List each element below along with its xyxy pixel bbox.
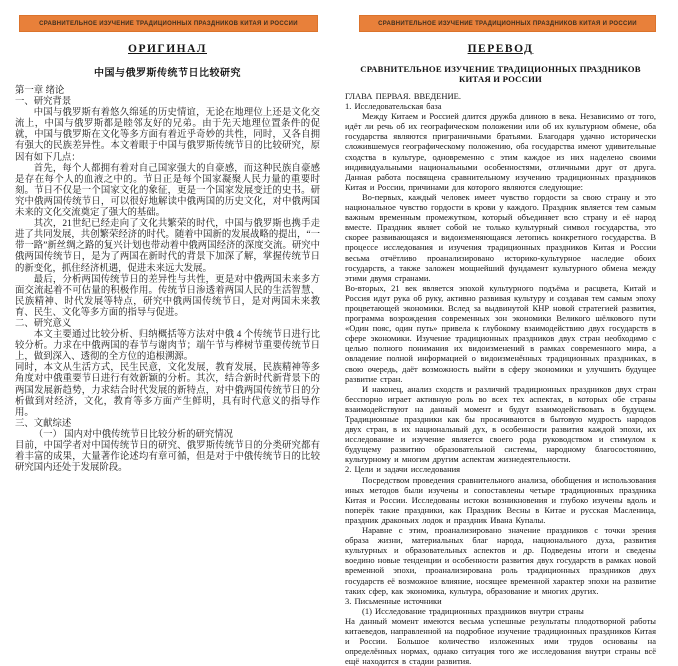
paragraph: (1) Исследование традиционных праздников внутри страны [362,605,584,616]
paragraph: 同时，本文从生活方式，民生民意，文化发展，教育发展，民族精神等多角度对中俄重要节日进行有效新颖的分析。其次，结合新时代新背景下的两国发展新趋势，力求结合时代发展的新特点，对中俄两国传统节日的分析做到对经济，文化，教育等多方面产生鲜明，具有时代意义的指导作用。 [15,363,320,418]
paragraph: И наконец, анализ сходств и различий традиционных праздников двух стран бесспорно играет активную роль во всех тех аспектах, в которых обе страны взаимодействуют на данный момент и будут взаимодействовать в будущем. Традиционные праздники как бы просачиваются в бытовую мудрость народов двух стран, в их национальный дух, в особенности развития каждой эпохи, их исследование и изучение является своего рода руководством и стимулом к будущему развитию образовательной системы, народному благосостоянию, культурному и многим другим аспектам жизнедеятельности. [345,383,656,465]
paragraph: （一） 国内对中俄传统节日比较分析的研究情况 [33,429,234,440]
original-page [15,0,320,480]
page-title: ПЕРЕВОД [467,43,534,55]
paragraph: 中国与俄罗斯有着悠久绵延的历史情谊，无论在地理位上还是文化交流上，中国与俄罗斯都是睦邻友好的兄弟。由于先天地理位置条件的促就，中国与俄罗斯在文化等多方面有着近乎奇妙的共性，同时，又各自拥有强大的民族差异性。本文着眼于中国与俄罗斯传统节日的比较研究，原因有如下几点： [15,108,320,163]
paragraph: ГЛАВА ПЕРВАЯ. ВВЕДЕНИЕ. [345,91,461,101]
paragraph: 三、文献综述 [15,418,72,429]
paragraph: На данный момент имеются весьма успешные результаты плодотворной работы китаеведов, направленной на подробное изучение традиционных праздников Китая и России. Большое количество изложенных ими трудов основаны на определённых нормах, однако ситуация того же исследования внутри страны всё ещё находится в стадии развития. [345,615,656,666]
document-subtitle: 中国与俄罗斯传统节日比较研究 [94,68,241,79]
paragraph: 二、研究意义 [15,318,72,329]
paragraph: 本文主要通过比较分析、归纳概括等方法对中俄 4 个传统节日进行比较分析。力求在中俄两国的春节与谢肉节；端午节与桦树节重要传统节日上，做到深入、透彻的全方位的追根溯源。 [15,330,320,363]
page-body [15,86,320,474]
paragraph: 第一章 绪论 [15,86,65,96]
paragraph: Посредством проведения сравнительного анализа, обобщения и использования иных методов были изучены и сопоставлены четыре традиционных праздника Китая и России. Исследованы истоки возникновения и глубоко изучены вдоль и поперёк такие праздники, как Праздник Весны в Китае и русская Масленица, праздник драконьих лодок и праздник Ивана Купалы. [345,474,656,525]
paragraph: Во-первых, каждый человек имеет чувство гордости за свою страну и это национальное чувство гордости в крови у каждого. Праздник является тем самым важным временным промежутком, который объединяет всю страну и её народ вместе. Праздник являет собой не только культурный символ государства, это скорее развивающаяся и видоизменяющаяся летопись конкретного государства. В процессе исследования и изучения традиционных праздников Китая и России весьма отчётливо проанализировано историко-культурное наследие обоих государств, а также заложен мощнейший фундамент культурного обмена между этими двумя странами. [345,191,656,283]
paragraph: Между Китаем и Россией длится дружба длиною в века. Независимо от того, идёт ли речь об их географическом положении или об их культурном обмене, оба государства являются приграничными братьями. Благодаря удачно исторически сложившемуся географическому положению, оба государства имеют удивительные сходства в культуре, одновременно с этим каждое из них наделено своими индивидуальными национальными особенностями, отличными друг от друга. Данная работа посвящена сравнительному изучению традиционных праздников Китая и России, причинами для которого являются следующие: [345,111,656,192]
paragraph: 3. Письменные источники [345,595,442,606]
paragraph: Наравне с этим, проанализировано значение праздников с точки зрения образа жизни, материальных благ народа, национального духа, развития культурных и образовательных аспектов и др. Подведены итоги и сведены воедино новые тенденции и особенности развития двух государств в рамках новой временной эпохи, проанализирована роль традиционных праздников двух государств её возможное влияние, носящее временной характер эпохи на развитие таких сфер, как экономика, культура, образование и многих других. [345,525,656,596]
paragraph: 一、研究背景 [15,97,72,108]
paragraph: 2. Цели и задачи исследования [345,464,461,475]
paragraph: 1. Исследовательская база [345,101,442,112]
paragraph: 首先，每个人都拥有着对自己国家强大的自豪感，而这种民族自豪感是存在每个人的血液之中的。节日正是每个国家凝聚人民力量的重要时刻。节日不仅是一个国家文化的象征，更是一个国家发展变迁的史书。研究中俄两国传统节日，可以很好地解读中俄两国的历史文化，对中俄两国未来的文化交流奠定了强大的基础。 [15,163,320,219]
paragraph: Во-вторых, 21 век является эпохой культурного подъёма и расцвета, Китай и Россия идут рука об руку, активно развивая культуру и создавая тем самым эпоху процветающей экономики. Вслед за выдвинутой КНР новой стратегией развития, программа возрождения современных зон экономики Великого шёлкового пути «Один пояс, один путь» привела к глубокому взаимодействию двух государств в сфере экономики. Изучение традиционных праздников двух стран необходимо с целью полного понимания их видоизменений в рамках современного мира, а овладение полной информацией о видоизменённых традиционных праздниках, в свою очередь, даёт возможность выйти в сферу экономики и улучшить будущее развитие стран. [345,282,656,384]
document-subtitle: СРАВНИТЕЛЬНОЕ ИЗУЧЕНИЕ ТРАДИЦИОННЫХ ПРАЗДНИКОВ КИТАЯ И РОССИИ [360,64,641,84]
paragraph: 目前，中国学者对中国传统节日的研究、俄罗斯传统节日的分类研究都有着丰富的成果，大量著作论述均有章可循，但是对于中俄传统节日的比较研究国内还处于发展阶段。 [15,441,320,474]
translation-page [345,0,656,666]
header-banner: СРАВНИТЕЛЬНОЕ ИЗУЧЕНИЕ ТРАДИЦИОННЫХ ПРАЗДНИКОВ КИТАЯ И РОССИИ [19,15,318,32]
paragraph: 最后，分析两国传统节日的差异性与共性，更是对中俄两国未来多方面交流起着不可估量的积极作用。传统节日渗透着两国人民的生活智慧、民族精神、时代发展等特点，研究中俄两国传统节日，是对两国未来教育、民生、文化等多方面的指导与促进。 [15,274,320,318]
paragraph: 其次，21世纪已经走向了文化共繁荣的时代，中国与俄罗斯也携手走进了共同发展，共创繁荣经济的时代。随着中国新的发展战略的提出，“一带一路”新丝绸之路的复兴计划也带动着中俄两国经济的深度交流。研究中俄两国传统节日，是为了两国在新时代的背景下加深了解，掌握传统节日的新变化，抓住经济机遇，促进未来远大发展。 [15,219,320,274]
header-banner: СРАВНИТЕЛЬНОЕ ИЗУЧЕНИЕ ТРАДИЦИОННЫХ ПРАЗДНИКОВ КИТАЯ И РОССИИ [359,15,656,32]
page-body [345,91,656,666]
page-title: ОРИГИНАЛ [128,43,207,55]
